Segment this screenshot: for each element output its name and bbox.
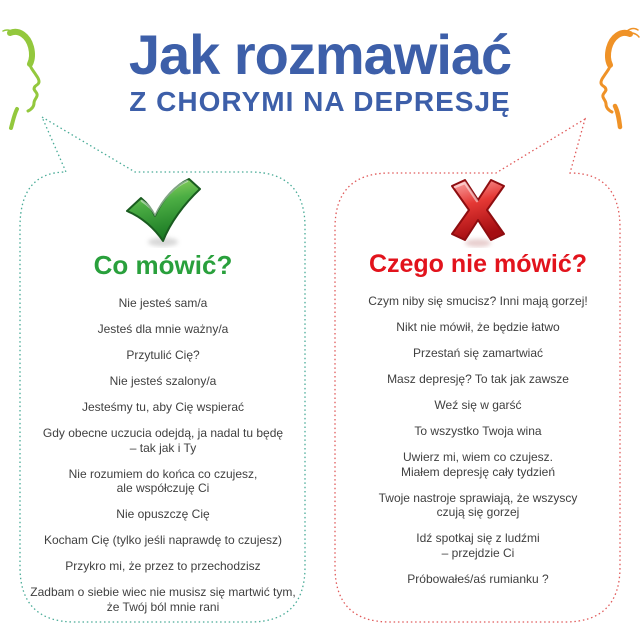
list-item: Jesteś dla mnie ważny/a	[97, 322, 229, 336]
list-item: To wszystko Twoja wina	[414, 424, 542, 438]
green-checkmark-icon	[123, 178, 203, 248]
list-item: Kocham Cię (tylko jeśli naprawdę to czujesz)	[43, 533, 283, 547]
list-item: Zadbam o siebie wiec nie musisz się martwić tym, że Twój ból mnie rani	[30, 585, 296, 614]
right-bubble-heading: Czego nie mówić?	[368, 250, 588, 278]
list-item: Nie jesteś sam/a	[118, 296, 208, 310]
red-x-icon	[438, 178, 518, 248]
list-item: Próbowałeś/aś rumianku ?	[407, 571, 549, 586]
list-item: Przestań się zamartwiać	[412, 346, 544, 360]
list-item: Twoje nastroje sprawiają, że wszyscy czują się gorzej	[378, 490, 578, 519]
list-item: Przytulić Cię?	[126, 348, 200, 362]
list-item: Uwierz mi, wiem co czujesz. Miałem depresję cały tydzień	[400, 450, 556, 479]
list-item: Nikt nie mówił, że będzie łatwo	[396, 320, 560, 334]
list-item: Czym niby się smucisz? Inni mają gorzej!	[368, 294, 588, 308]
left-bubble-heading: Co mówić?	[93, 250, 233, 280]
list-item: Przykro mi, że przez to przechodzisz	[65, 559, 261, 573]
page-subtitle: Z CHORYMI NA DEPRESJĘ	[129, 86, 511, 117]
list-item: Jesteśmy tu, aby Cię wspierać	[81, 400, 245, 414]
list-item: Idź spotkaj się z ludźmi – przejdzie Ci	[416, 531, 540, 560]
right-speech-bubble	[339, 176, 617, 598]
list-item: Gdy obecne uczucia odejdą, ja nadal tu będę – tak jak i Ty	[42, 426, 284, 455]
list-item: Nie rozumiem do końca co czujesz, ale współczuję Ci	[68, 466, 258, 495]
list-item: Nie jesteś szalony/a	[109, 374, 217, 388]
right-bubble-item-list	[368, 294, 587, 598]
left-bubble-item-list	[30, 296, 295, 626]
list-item: Weź się w garść	[434, 398, 522, 412]
page-title: Jak rozmawiać	[128, 23, 512, 86]
left-speech-bubble	[24, 176, 302, 626]
list-item: Masz depresję? To tak jak zawsze	[387, 372, 569, 386]
list-item: Nie opuszczę Cię	[116, 507, 210, 521]
